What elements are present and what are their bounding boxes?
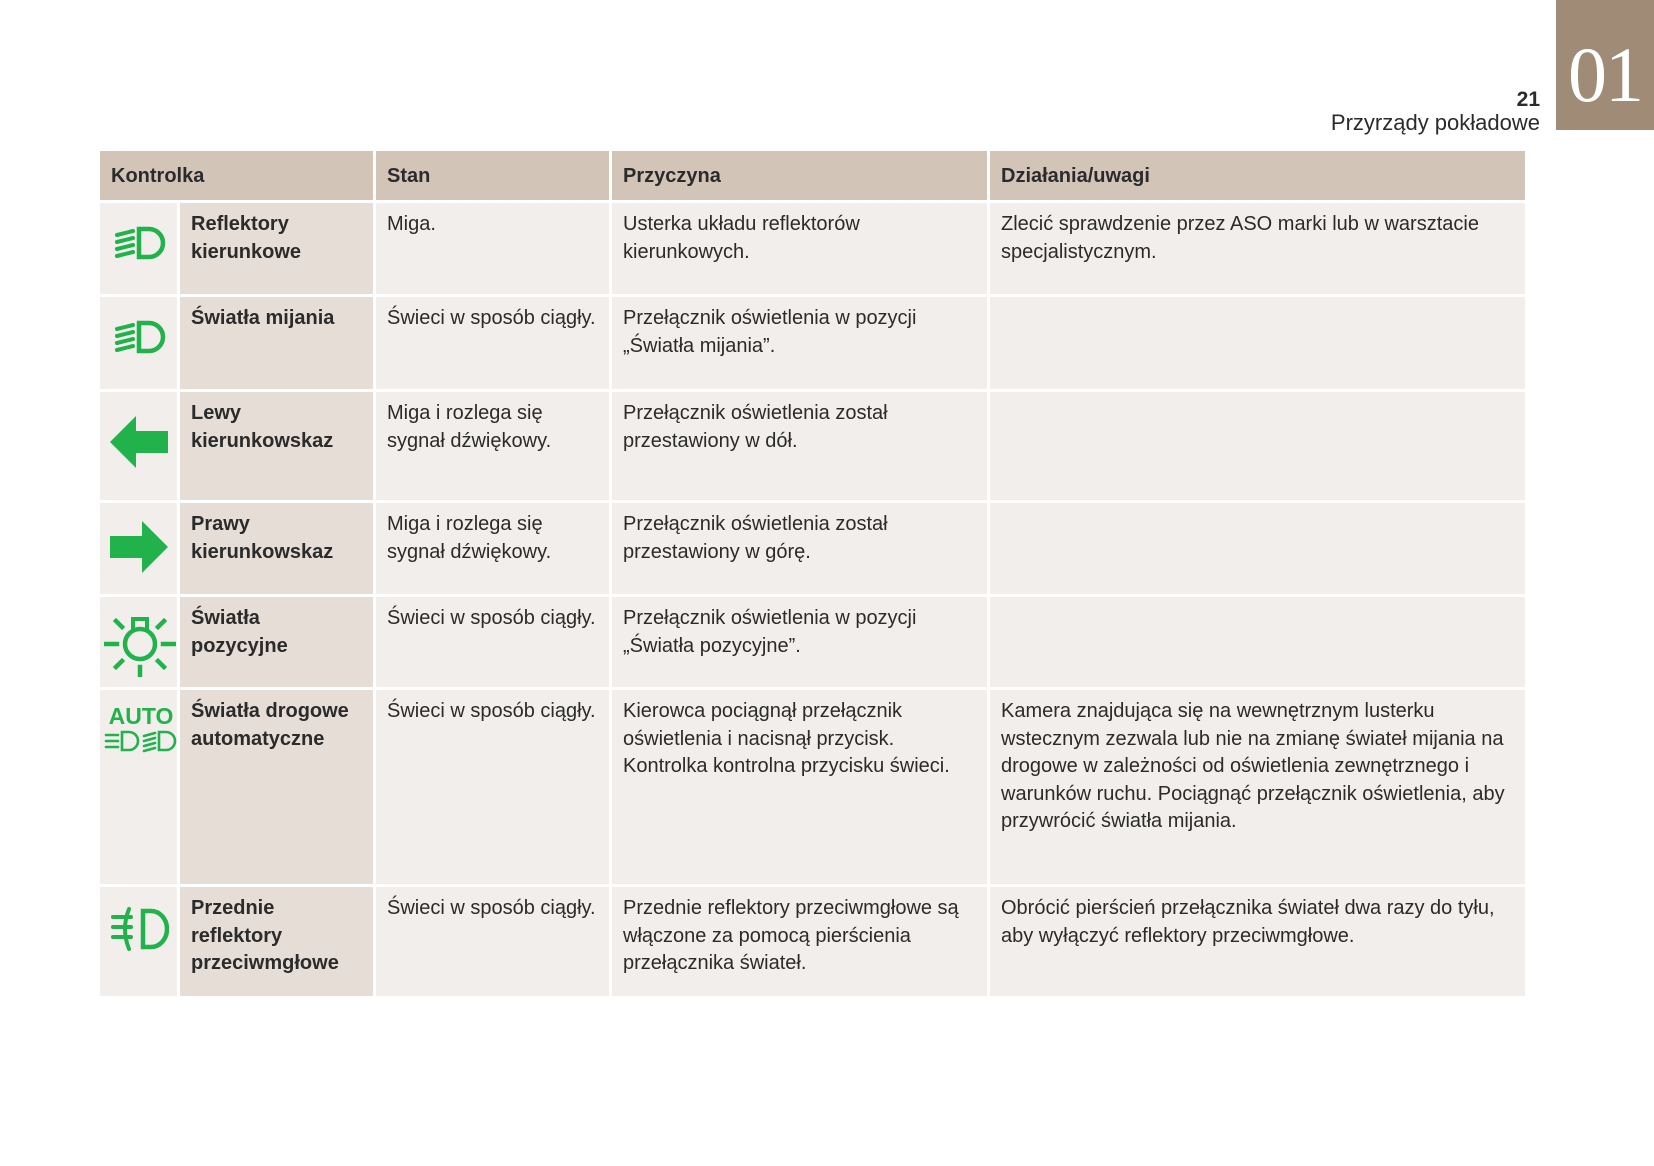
column-header-dzialania: Działania/uwagi [989,150,1527,202]
chapter-number: 01 [1568,31,1642,118]
indicator-name: Lewy kierunkowskaz [179,391,375,502]
cell-przyczyna: Usterka układu reflektorów kierunkowych. [611,202,989,296]
front-fog-lights-icon [109,905,169,953]
icon-cell [99,391,179,502]
icon-cell [99,202,179,296]
high-beam-icon [111,223,167,263]
cell-stan: Świeci w sposób ciągły. [375,886,611,998]
cell-dzialania: Zlecić sprawdzenie przez ASO marki lub w warsztacie specjalistycznym. [989,202,1527,296]
icon-cell [99,689,179,886]
cell-przyczyna: Przełącznik oświetlenia w pozycji „Światła pozycyjne”. [611,596,989,689]
table-row [99,886,1527,998]
table-header-row [99,150,1527,202]
cell-stan: Miga i rozlega się sygnał dźwiękowy. [375,391,611,502]
table-row [99,391,1527,502]
cell-przyczyna: Przełącznik oświetlenia został przestawiony w dół. [611,391,989,502]
indicator-name: Światła mijania [179,296,375,391]
cell-dzialania: Kamera znajdująca się na wewnętrznym lusterku wstecznym zezwala lub nie na zmianę świateł mijania na drogowe w zależności od oświetlenia zewnętrznego i warunków ruchu. Pociągnąć przełącznik oświetlenia, aby przywrócić światła mijania. [989,689,1527,886]
cell-dzialania [989,391,1527,502]
chapter-tab [1556,0,1654,130]
cell-stan: Miga i rozlega się sygnał dźwiękowy. [375,502,611,596]
icon-cell [99,296,179,391]
low-beam-icon [111,317,167,357]
page-number: 21 [1516,88,1540,111]
cell-przyczyna: Przełącznik oświetlenia w pozycji „Światła mijania”. [611,296,989,391]
cell-dzialania [989,296,1527,391]
cell-stan: Świeci w sposób ciągły. [375,596,611,689]
cell-dzialania [989,596,1527,689]
table-row [99,296,1527,391]
cell-stan: Miga. [375,202,611,296]
cell-dzialania: Obrócić pierścień przełącznika świateł dwa razy do tyłu, aby wyłączyć reflektory przeciwmgłowe. [989,886,1527,998]
indicator-name: Reflektory kierunkowe [179,202,375,296]
left-arrow-icon [108,414,170,470]
indicator-name: Światła pozycyjne [179,596,375,689]
auto-high-beam-icon [104,702,178,756]
column-header-przyczyna: Przyczyna [611,150,989,202]
icon-cell [99,502,179,596]
cell-dzialania [989,502,1527,596]
column-header-kontrolka: Kontrolka [99,150,375,202]
cell-przyczyna: Kierowca pociągnął przełącznik oświetlenia i nacisnął przycisk. Kontrolka kontrolna przycisku świeci. [611,689,989,886]
column-header-stan: Stan [375,150,611,202]
indicator-table [97,148,1528,999]
indicator-name: Prawy kierunkowskaz [179,502,375,596]
section-title: Przyrządy pokładowe [1330,110,1540,135]
cell-przyczyna: Przednie reflektory przeciwmgłowe są włączone za pomocą pierścienia przełącznika świateł. [611,886,989,998]
icon-cell [99,596,179,689]
table-row [99,502,1527,596]
indicator-name: Przednie reflektory przeciwmgłowe [179,886,375,998]
position-lights-icon [104,607,176,677]
auto-label: AUTO [108,703,174,729]
cell-przyczyna: Przełącznik oświetlenia został przestawiony w górę. [611,502,989,596]
cell-stan: Świeci w sposób ciągły. [375,689,611,886]
table-row [99,202,1527,296]
right-arrow-icon [108,519,170,575]
indicator-name: Światła drogowe automatyczne [179,689,375,886]
icon-cell [99,886,179,998]
cell-stan: Świeci w sposób ciągły. [375,296,611,391]
table-row [99,596,1527,689]
table-row [99,689,1527,886]
